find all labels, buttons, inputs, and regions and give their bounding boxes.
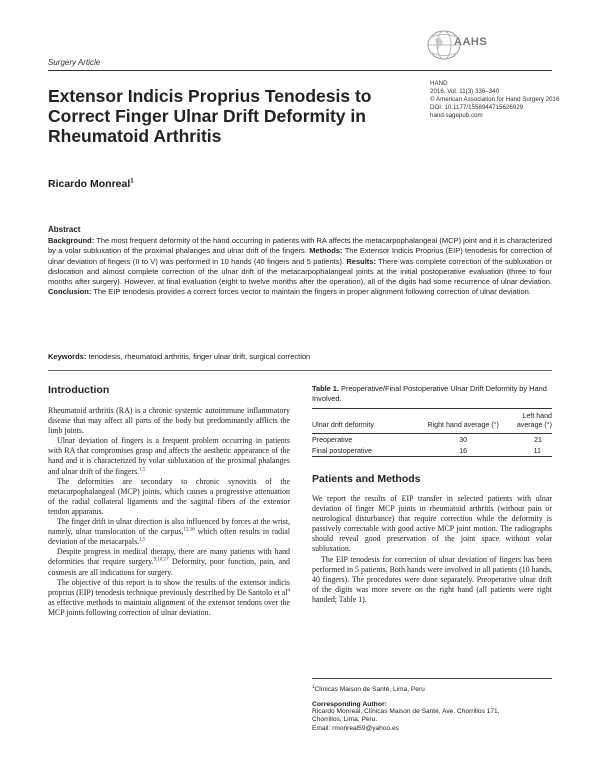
table-caption-text: Preoperative/Final Postoperative Ulnar Drift Deformity by Hand Involved. [312,384,547,403]
article-title: Extensor Indicis Proprius Tenodesis to Correct Finger Ulnar Drift Deformity in Rheumatoid Arthritis [48,86,372,146]
journal-copyright: © American Association for Hand Surgery 2016 [430,96,560,103]
section-divider [48,70,552,71]
author-name: Ricardo Monreal [48,178,131,190]
abstract-results: There was complete correction of the subluxation or dislocation and almost complete correction of the ulnar drift of the metacarpophalangeal joints at the initial postoperative evaluation (three to four months after surgery). However, at final evaluation (eight to twelve months after the operation), all of the digits had some recurrence of ulnar deviation. [48,256,552,287]
abstract-results-label: Results: [346,256,376,266]
affiliation-text: Clínicas Maison de Santé, Lima, Peru [314,686,425,694]
logo-text: AAHS [454,36,488,48]
intro-p6-text-a: The objective of this report is to show the results of the extensor indicis proprius (EIP) tenodesis technique previously described by De Santolo et al [48,577,290,597]
intro-paragraph-5 [48,547,290,577]
table-cell: 11 [533,446,541,455]
journal-url[interactable]: hand.sagepub.com [430,112,483,119]
intro-p4-text-a: The finger drift in ulnar direction is also influenced by forces at the wrist, namely, ulnar translocation of the carpus, [48,517,290,537]
introduction-heading: Introduction [48,384,110,396]
results-table [312,408,552,457]
citation-ref[interactable]: 1,5 [139,466,146,472]
right-column [312,384,552,605]
intro-p4-text-b: which often results in radial deviation of the metacarpals. [48,527,291,547]
methods-paragraph-2: The EIP tenodesis for correction of ulnar deviation of fingers has been performed in 5 patients. Both hands were involved in all patients (10 hands, 40 fingers). The procedures were done separately. Preoperative ulnar drift of the digits was more severe on the right hand (all patients were right handed; Table 1). [312,554,552,604]
author [48,178,134,190]
table-header-cell: Left hand average (°) [516,412,552,429]
table-header-cell: Ulnar drift deformity [312,421,374,429]
citation-ref[interactable]: 1,5 [139,537,146,543]
intro-paragraph-6 [48,578,290,618]
table-cell: Final postoperative [312,446,372,455]
corresponding-author-line-1: Ricardo Monreal, Clínicas Maison de Santé, Ave. Chorrillos 171, [312,707,500,715]
intro-paragraph-4 [48,517,290,547]
corresponding-author-heading: Corresponding Author: [312,700,387,708]
abstract-methods-label: Methods: [309,246,343,256]
intro-paragraph-1: Rheumatoid arthritis (RA) is a chronic systemic autoimmune inflammatory disease that may affect all parts of the body but predominantly afflicts the limb joints. [48,406,290,436]
abstract-methods: The Extensor Indicis Proprius (EIP) tenodesis for correction of ulnar deviation of fingers (II to V) was performed in 10 hands (40 fingers and 5 patients). [48,246,552,266]
corresponding-author-email[interactable]: Email: rmonreal59@yahoo.es [312,724,399,732]
journal-name: HAND [430,80,448,87]
citation-ref[interactable]: 4 [287,588,290,594]
intro-p5-text-a: Despite progress in medical therapy, there are many patients with hand deformities that require surgery. [48,547,290,567]
abstract-background: The most frequent deformity of the hand occurring in patients with RA affects the metacarpophalangeal (MCP) joint and it is characterized by a volar subluxation of the proximal phalanges and ulnar drift of the fingers. [48,236,553,256]
affiliation-footnote [312,683,552,695]
table-header-row [312,409,552,434]
affiliation-mark: 1 [312,684,315,689]
citation-ref[interactable]: 9,10,17 [153,557,169,563]
table-cell: Preoperative [312,435,353,444]
author-affiliation-mark: 1 [130,178,134,185]
journal-citation: 2016, Vol. 11(3) 336–340 [430,88,500,95]
patients-methods-heading: Patients and Methods [312,473,421,485]
keywords-divider [48,370,552,371]
methods-paragraph-1: We report the results of EIP transfer in selected patients with ulnar deviation of finger MCP joints in rheumatoid arthritis (without pain or neurological disturbance) that require correction while the deformity is passively correctable with good active MCP joint motion. The radiographs should reveal good preservation of the joint space without volar subluxation. [312,494,552,554]
table-cell: 30 [459,435,468,444]
table-header-cell: Right hand average (°) [427,421,499,429]
footnotes [312,678,552,733]
abstract-heading: Abstract [48,225,81,234]
abstract-background-label: Background: [48,236,95,246]
intro-p5-text-b: Deformity, poor function, pain, and cosmesis are all indications for surgery. [48,557,291,577]
table-row [312,445,552,457]
footnote-divider [312,678,552,679]
journal-doi[interactable]: DOI: 10.1177/1558944715626929 [430,104,524,111]
corresponding-author-line-2: Chorrillos, Lima, Peru. [312,716,378,724]
intro-paragraph-3: The deformities are secondary to chronic synovitis of the metacarpophalangeal (MCP) joints, which causes a progressive attenuation of the radial collateral ligaments and the sagittal fibers of the extensor tendon apparatus. [48,476,290,516]
intro-paragraph-2 [48,436,290,476]
citation-ref[interactable]: 12,16 [183,527,195,533]
abstract-conclusion: The EIP tenodesis provides a correct forces vector to maintain the fingers in proper alignment following correction of ulnar deviation. [93,287,531,297]
abstract-conclusion-label: Conclusion: [48,287,92,297]
keywords-label: Keywords: [48,352,87,361]
table-cell: 21 [534,435,542,444]
journal-metadata [430,80,590,120]
section-label: Surgery Article [48,58,101,67]
keywords-text: tenodesis, rheumatoid arthritis, finger ulnar drift, surgical correction [88,352,311,361]
keywords [48,352,552,361]
abstract [48,225,552,297]
table-cell: 16 [459,446,468,455]
intro-p2-text: Ulnar deviation of fingers is a frequent problem occurring in patients with RA that compromises grasp and affects the aesthetic appearance of the hand and it is characterized by volar subluxation of the proximal phalanges and ulnar drift of the fingers. [48,436,290,476]
table-caption-label: Table 1. [312,384,339,393]
left-column [48,384,290,618]
intro-p6-text-b: as effective methods to maintain alignment of the extensor tendons over the MCP joints following correction of ulnar deviation. [48,597,290,617]
table-caption [312,384,552,403]
table-row [312,434,552,446]
